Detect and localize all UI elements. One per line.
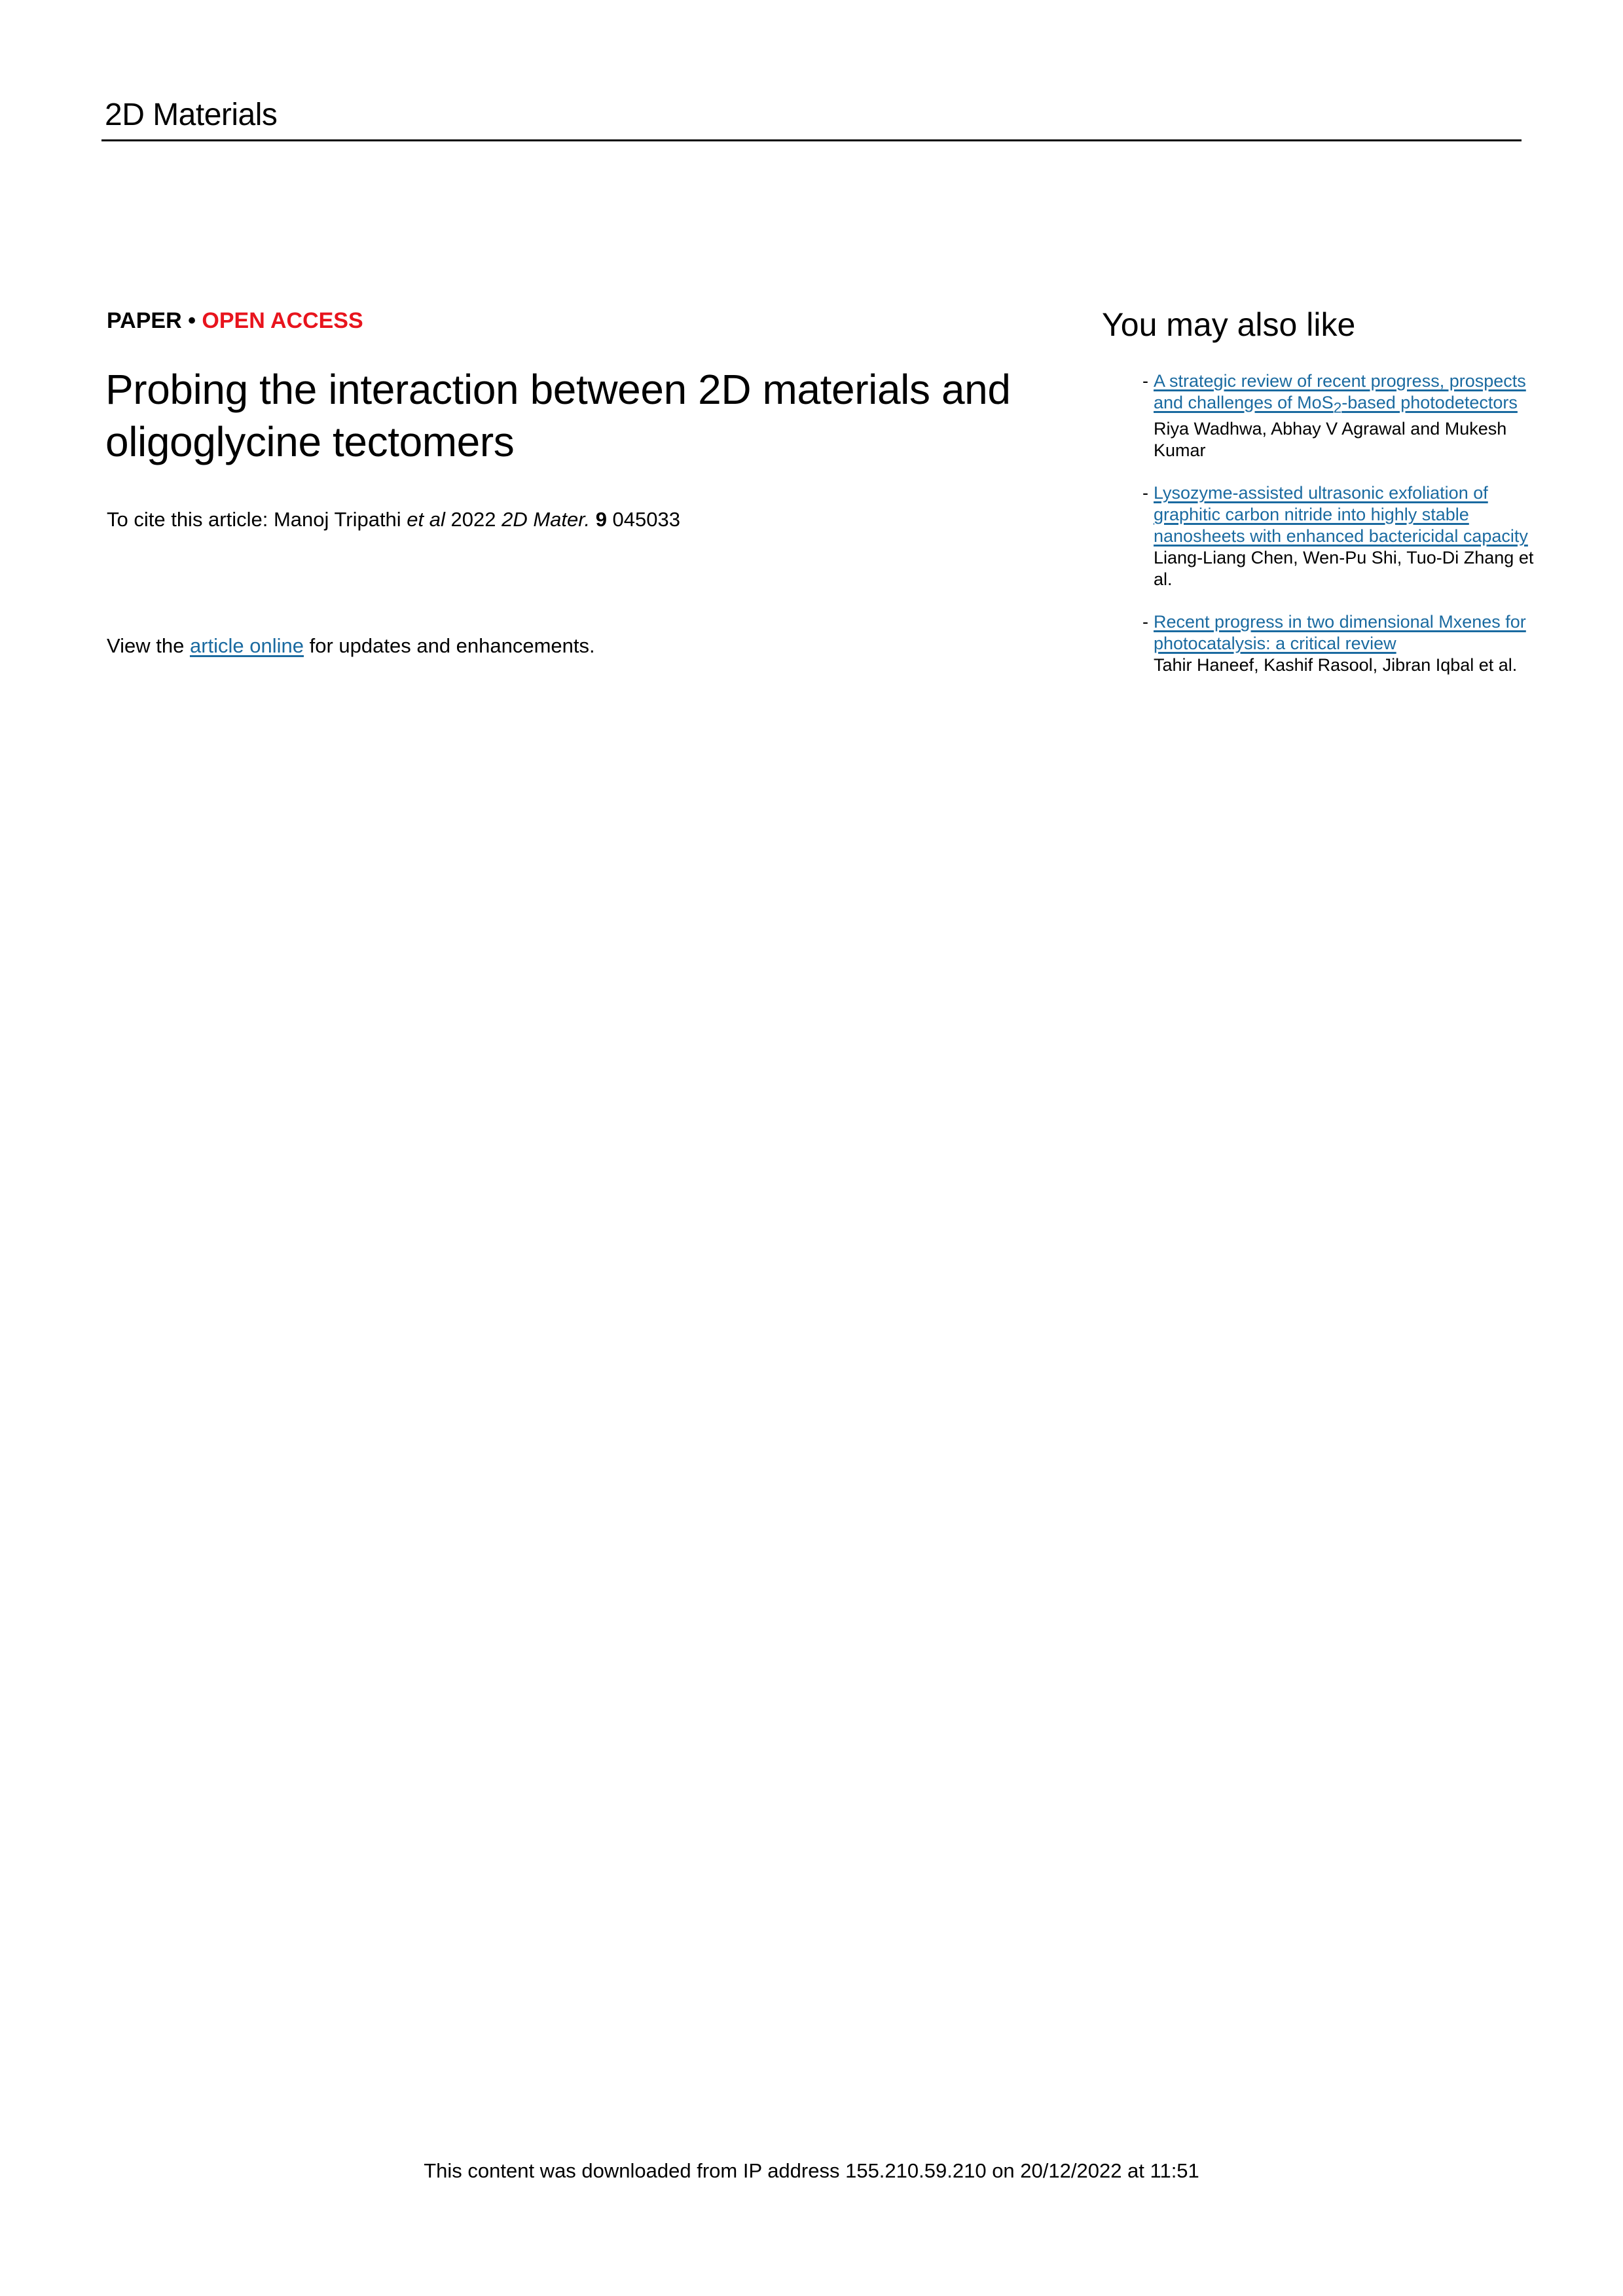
citation-et-al: et al <box>407 508 445 531</box>
paper-label: PAPER <box>107 308 182 333</box>
related-article-link[interactable] <box>1154 371 1526 416</box>
article-title: Probing the interaction between 2D materials and oligoglycine tectomers <box>105 366 1011 465</box>
citation-prefix: To cite this article: Manoj Tripathi <box>107 508 407 531</box>
article-online-link[interactable]: article online <box>189 634 304 657</box>
list-dash: - <box>1142 371 1148 391</box>
link-text-part: -based photodetectors <box>1341 393 1518 412</box>
related-article-link[interactable]: Lysozyme-assisted ultrasonic exfoliation of graphitic carbon nitride into highly stable nanosheets with enhanced bactericidal capacity <box>1154 483 1528 547</box>
view-online-line <box>107 634 595 658</box>
related-articles-sidebar <box>1102 305 1534 697</box>
related-article-authors: Liang-Liang Chen, Wen-Pu Shi, Tuo-Di Zhang et al. <box>1154 548 1534 590</box>
sidebar-title: You may also like <box>1102 306 1356 343</box>
view-online-suffix: for updates and enhancements. <box>304 634 595 657</box>
link-subscript: 2 <box>1333 399 1342 416</box>
related-articles-list <box>1102 370 1534 676</box>
download-notice: This content was downloaded from IP address 155.210.59.210 on 20/12/2022 at 11:51 <box>424 2159 1199 2182</box>
separator-bullet: • <box>181 308 202 333</box>
citation-volume: 9 <box>595 508 607 531</box>
citation-year: 2022 <box>445 508 502 531</box>
link-text-part: A strategic review of recent progress, prospects and challenges of MoS <box>1154 371 1526 412</box>
related-article-item <box>1102 611 1534 676</box>
open-access-badge: OPEN ACCESS <box>202 308 363 333</box>
citation-journal: 2D Mater. <box>501 508 591 531</box>
header-divider <box>101 139 1522 141</box>
list-dash: - <box>1142 612 1148 632</box>
citation-line <box>107 507 680 532</box>
journal-name: 2D Materials <box>105 98 278 132</box>
list-dash: - <box>1142 483 1148 503</box>
related-article-authors: Tahir Haneef, Kashif Rasool, Jibran Iqbal et al. <box>1154 655 1518 675</box>
related-article-link[interactable]: Recent progress in two dimensional Mxenes for photocatalysis: a critical review <box>1154 612 1526 654</box>
related-article-authors: Riya Wadhwa, Abhay V Agrawal and Mukesh Kumar <box>1154 419 1507 461</box>
related-article-item <box>1102 370 1534 461</box>
related-article-item <box>1102 482 1534 590</box>
view-online-prefix: View the <box>107 634 190 657</box>
citation-article-number: 045033 <box>606 508 680 531</box>
article-type-label <box>107 308 363 334</box>
